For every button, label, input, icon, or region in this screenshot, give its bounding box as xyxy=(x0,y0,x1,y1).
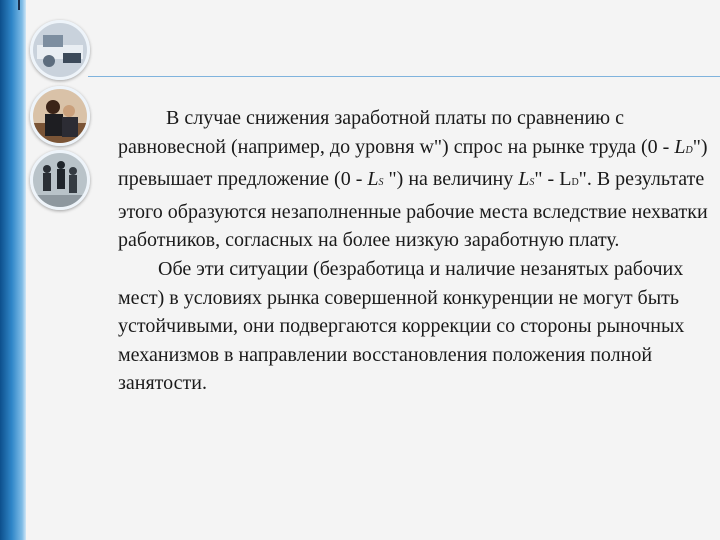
labor-demand-symbol: LD xyxy=(674,135,693,158)
text-run: " - L xyxy=(534,168,572,191)
text-run: В случае снижения заработной платы по сравнению с равновесной (например, до уровня w") спрос на рынке труда (0 - xyxy=(118,107,675,158)
text-run: ") превышает предложение (0 - xyxy=(118,135,708,191)
header-divider xyxy=(88,76,720,77)
demand-subscript: D xyxy=(571,177,579,189)
labor-supply-symbol: LS xyxy=(518,168,535,191)
text-run: ") на величину xyxy=(383,168,519,191)
paragraph-wage-decrease xyxy=(118,104,712,255)
slide-text-body xyxy=(118,104,712,398)
business-people-photo-icon xyxy=(30,86,90,146)
labor-supply-symbol: LS xyxy=(367,168,384,191)
sidebar-stripe xyxy=(0,0,26,540)
crowd-photo-icon xyxy=(30,150,90,210)
text-run: ". В результате этого образуются незаполненные рабочие места вследствие нехватки работников, согласных на более низкую заработную плату. xyxy=(118,168,708,252)
paragraph-market-correction: Обе эти ситуации (безработица и наличие незанятых рабочих мест) в условиях рынка совершенной конкуренции не могут быть устойчивыми, они подвергаются коррекции со стороны рыночных механизмов в направлении восстановления положения полной занятости. xyxy=(118,257,685,395)
sidebar-tick xyxy=(18,0,20,10)
office-photo-icon xyxy=(30,20,90,80)
